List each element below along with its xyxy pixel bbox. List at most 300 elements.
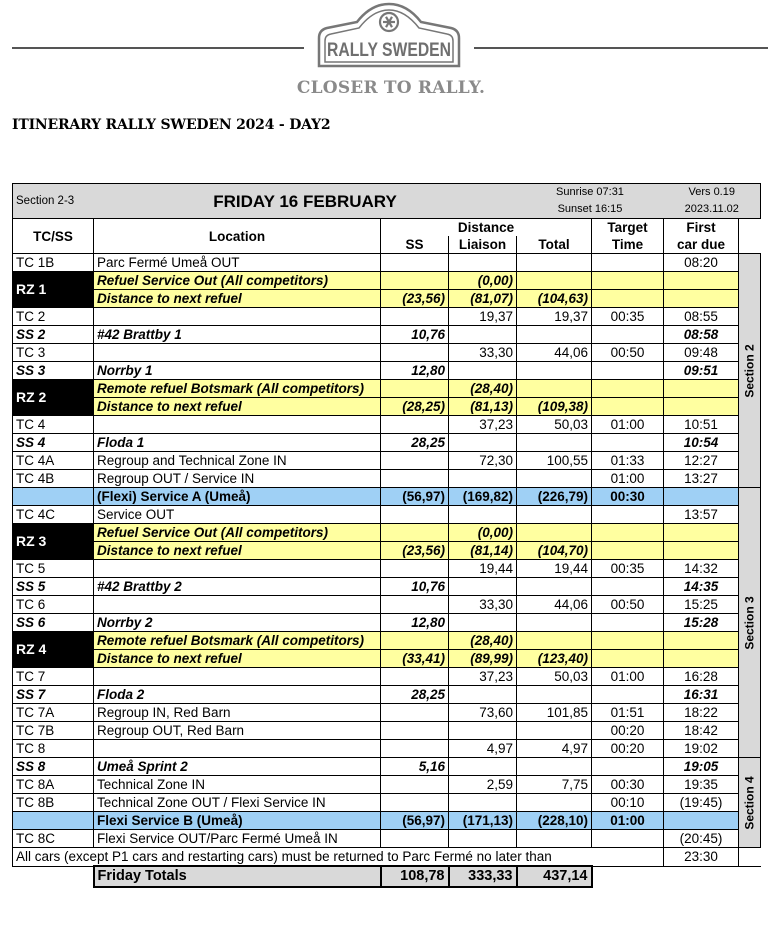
first-car-due: 18:22 [664,704,739,722]
table-row [13,470,761,488]
liaison-distance [449,326,517,344]
target-time [592,578,664,596]
total-distance [517,686,592,704]
rally-sweden-logo [313,2,465,68]
location [94,560,381,578]
total-distance: 44,06 [517,596,592,614]
location [94,596,381,614]
stage-code: TC 7 [13,668,94,686]
total-distance: 44,06 [517,344,592,362]
table-row [13,668,761,686]
liaison-distance: 73,60 [449,704,517,722]
target-time: 00:35 [592,560,664,578]
stage-code: TC 4B [13,470,94,488]
col-liaison: Liaison [449,236,517,254]
total-distance [517,254,592,272]
table-row [13,506,761,524]
location: Distance to next refuel [94,650,381,668]
target-time [592,398,664,416]
rz-code: RZ 3 [13,524,94,560]
location: #42 Brattby 1 [94,326,381,344]
location: Floda 2 [94,686,381,704]
ss-distance [381,380,449,398]
total-distance: 50,03 [517,668,592,686]
section-label-text: Section 3 [742,595,756,650]
ss-distance [381,560,449,578]
total-distance [517,578,592,596]
sun-times [517,184,664,219]
first-car-due: 15:28 [664,614,739,632]
total-distance: (104,70) [517,542,592,560]
ss-distance [381,668,449,686]
first-car-due [664,272,739,290]
first-car-due: 10:54 [664,434,739,452]
table-row [13,686,761,704]
location: #42 Brattby 2 [94,578,381,596]
ss-distance: (28,25) [381,398,449,416]
liaison-distance: (89,99) [449,650,517,668]
stage-code: TC 2 [13,308,94,326]
location: Regroup IN, Red Barn [94,704,381,722]
note-row [13,848,761,867]
first-car-due: 08:58 [664,326,739,344]
ss-distance: 12,80 [381,362,449,380]
first-car-due: 12:27 [664,452,739,470]
title-row [13,184,761,219]
target-time: 01:00 [592,416,664,434]
table-row [13,416,761,434]
total-distance [517,614,592,632]
location: Flexi Service B (Umeå) [94,812,381,830]
stage-code: SS 2 [13,326,94,344]
day-title: FRIDAY 16 FEBRUARY [94,184,517,219]
first-car-due: 19:02 [664,740,739,758]
table-row [13,560,761,578]
first-car-due: 19:35 [664,776,739,794]
liaison-distance [449,506,517,524]
first-car-due [664,380,739,398]
stage-code: SS 7 [13,686,94,704]
liaison-distance [449,254,517,272]
column-header-row [13,219,761,237]
ss-distance [381,740,449,758]
total-distance: (109,38) [517,398,592,416]
total-distance [517,722,592,740]
total-distance [517,758,592,776]
totals-label: Friday Totals [94,866,381,887]
col-first-2: car due [664,236,739,254]
deadline-time: 23:30 [664,848,739,867]
first-car-due: (20:45) [664,830,739,848]
table-row [13,812,761,830]
ss-distance [381,524,449,542]
liaison-distance: 37,23 [449,416,517,434]
location: Technical Zone IN [94,776,381,794]
location [94,308,381,326]
liaison-distance [449,362,517,380]
ss-distance [381,344,449,362]
table-row [13,632,761,650]
table-row [13,578,761,596]
totals-liaison: 333,33 [449,866,517,887]
liaison-distance: 33,30 [449,596,517,614]
ss-distance [381,632,449,650]
location [94,668,381,686]
table-row [13,344,761,362]
liaison-distance [449,470,517,488]
section-label [739,254,761,488]
stage-code: SS 3 [13,362,94,380]
ss-distance: (56,97) [381,488,449,506]
ss-distance: 10,76 [381,578,449,596]
stage-code [13,812,94,830]
total-distance [517,470,592,488]
liaison-distance [449,578,517,596]
target-time [592,290,664,308]
first-car-due: 19:05 [664,758,739,776]
table-row [13,830,761,848]
spacer [739,848,761,867]
target-time [592,830,664,848]
itinerary-table [12,183,761,888]
liaison-distance: (28,40) [449,380,517,398]
location: Flexi Service OUT/Parc Fermé Umeå IN [94,830,381,848]
location: Regroup OUT / Service IN [94,470,381,488]
col-target-2: Time [592,236,664,254]
first-car-due: 08:55 [664,308,739,326]
first-car-due: 15:25 [664,596,739,614]
header-rule-right [474,47,768,49]
table-row [13,290,761,308]
stage-code: SS 6 [13,614,94,632]
table-row [13,398,761,416]
table-row [13,542,761,560]
location: Regroup and Technical Zone IN [94,452,381,470]
col-target-1: Target [592,219,664,237]
total-distance [517,794,592,812]
table-row [13,722,761,740]
location: (Flexi) Service A (Umeå) [94,488,381,506]
header-rule-left [12,47,304,49]
ss-distance: 10,76 [381,326,449,344]
ss-distance [381,722,449,740]
first-car-due: 09:48 [664,344,739,362]
stage-code: TC 4A [13,452,94,470]
total-distance: 101,85 [517,704,592,722]
ss-distance [381,830,449,848]
col-total: Total [517,236,592,254]
section-label-text: Section 2 [742,343,756,398]
stage-code: TC 4C [13,506,94,524]
target-time [592,434,664,452]
target-time [592,542,664,560]
target-time: 00:30 [592,776,664,794]
version-info [664,184,761,219]
target-time: 01:00 [592,812,664,830]
totals-ss: 108,78 [381,866,449,887]
first-car-due [664,488,739,506]
first-car-due: 18:42 [664,722,739,740]
location: Distance to next refuel [94,398,381,416]
stage-code: TC 1B [13,254,94,272]
first-car-due: 09:51 [664,362,739,380]
col-first-1: First [664,219,739,237]
totals-row [13,866,761,887]
section-label [739,488,761,758]
total-distance [517,380,592,398]
first-car-due [664,524,739,542]
total-distance [517,830,592,848]
table-row [13,794,761,812]
table-row [13,704,761,722]
stage-code: TC 7B [13,722,94,740]
ss-distance: 28,25 [381,434,449,452]
col-tcss: TC/SS [13,219,94,254]
totals-total: 437,14 [517,866,592,887]
location [94,740,381,758]
liaison-distance: 19,44 [449,560,517,578]
stage-code: TC 3 [13,344,94,362]
ss-distance: (33,41) [381,650,449,668]
target-time [592,272,664,290]
table-row [13,758,761,776]
ss-distance [381,254,449,272]
liaison-distance: (169,82) [449,488,517,506]
version-date: 2023.11.02 [684,203,739,215]
location: Umeå Sprint 2 [94,758,381,776]
liaison-distance: (81,07) [449,290,517,308]
stage-code: TC 4 [13,416,94,434]
ss-distance: 28,25 [381,686,449,704]
liaison-distance: 37,23 [449,668,517,686]
ss-distance [381,506,449,524]
stage-code: TC 5 [13,560,94,578]
target-time [592,632,664,650]
ss-distance: (56,97) [381,812,449,830]
stage-code: TC 8 [13,740,94,758]
liaison-distance: 72,30 [449,452,517,470]
liaison-distance: (81,14) [449,542,517,560]
liaison-distance: 4,97 [449,740,517,758]
location: Refuel Service Out (All competitors) [94,272,381,290]
first-car-due: (19:45) [664,794,739,812]
liaison-distance: 33,30 [449,344,517,362]
liaison-distance [449,614,517,632]
stage-code: SS 4 [13,434,94,452]
first-car-due: 08:20 [664,254,739,272]
location: Distance to next refuel [94,290,381,308]
target-time [592,650,664,668]
liaison-distance [449,830,517,848]
location: Floda 1 [94,434,381,452]
table-row [13,776,761,794]
target-time: 00:20 [592,722,664,740]
liaison-distance [449,722,517,740]
total-distance [517,632,592,650]
ss-distance [381,308,449,326]
first-car-due: 14:32 [664,560,739,578]
target-time [592,380,664,398]
sunrise: Sunrise 07:31 [556,186,624,198]
ss-distance: 12,80 [381,614,449,632]
table-row [13,488,761,506]
location [94,416,381,434]
ss-distance [381,704,449,722]
table-row [13,650,761,668]
table-row [13,326,761,344]
table-row [13,596,761,614]
table-row [13,272,761,290]
total-distance: (104,63) [517,290,592,308]
spacer [13,866,94,887]
stage-code: TC 6 [13,596,94,614]
ss-distance: (23,56) [381,290,449,308]
location: Technical Zone OUT / Flexi Service IN [94,794,381,812]
first-car-due [664,650,739,668]
location: Parc Fermé Umeå OUT [94,254,381,272]
first-car-due: 13:27 [664,470,739,488]
rz-code: RZ 2 [13,380,94,416]
tagline: CLOSER TO RALLY. [296,78,486,98]
table-row [13,434,761,452]
ss-distance [381,272,449,290]
stage-code: TC 8C [13,830,94,848]
first-car-due [664,812,739,830]
ss-distance [381,416,449,434]
location: Norrby 2 [94,614,381,632]
location [94,344,381,362]
location: Remote refuel Botsmark (All competitors) [94,380,381,398]
location: Distance to next refuel [94,542,381,560]
total-distance: 4,97 [517,740,592,758]
col-distance: Distance [381,219,592,237]
total-distance: (123,40) [517,650,592,668]
liaison-distance [449,794,517,812]
target-time: 01:00 [592,668,664,686]
page-title: ITINERARY RALLY SWEDEN 2024 - DAY2 [12,117,331,133]
liaison-distance: (0,00) [449,272,517,290]
table-row [13,614,761,632]
table-row [13,362,761,380]
total-distance [517,506,592,524]
first-car-due: 16:28 [664,668,739,686]
liaison-distance: 2,59 [449,776,517,794]
ss-distance: 5,16 [381,758,449,776]
target-time [592,614,664,632]
section-range: Section 2-3 [13,184,94,219]
location: Regroup OUT, Red Barn [94,722,381,740]
target-time: 00:35 [592,308,664,326]
stage-code: SS 5 [13,578,94,596]
sunset: Sunset 16:15 [557,203,623,215]
total-distance [517,524,592,542]
ss-distance [381,794,449,812]
ss-distance [381,596,449,614]
table-row [13,740,761,758]
version: Vers 0.19 [688,186,735,198]
location: Norrby 1 [94,362,381,380]
section-label-text: Section 4 [742,775,756,830]
stage-code: TC 8A [13,776,94,794]
total-distance: (226,79) [517,488,592,506]
liaison-distance [449,686,517,704]
first-car-due: 10:51 [664,416,739,434]
total-distance [517,326,592,344]
col-ss: SS [381,236,449,254]
liaison-distance: (0,00) [449,524,517,542]
target-time [592,686,664,704]
first-car-due: 13:57 [664,506,739,524]
location: Refuel Service Out (All competitors) [94,524,381,542]
liaison-distance: (28,40) [449,632,517,650]
stage-code [13,488,94,506]
target-time [592,758,664,776]
section-label [739,758,761,848]
total-distance: 19,37 [517,308,592,326]
location: Remote refuel Botsmark (All competitors) [94,632,381,650]
table-row [13,452,761,470]
table-row [13,308,761,326]
ss-distance: (23,56) [381,542,449,560]
ss-distance [381,470,449,488]
liaison-distance: (81,13) [449,398,517,416]
target-time [592,506,664,524]
logo-text: RALLY SWEDEN [327,40,451,61]
liaison-distance: 19,37 [449,308,517,326]
col-location: Location [94,219,381,254]
rz-code: RZ 4 [13,632,94,668]
total-distance [517,272,592,290]
total-distance: 50,03 [517,416,592,434]
ss-distance [381,776,449,794]
target-time [592,524,664,542]
spacer [592,866,761,887]
stage-code: TC 8B [13,794,94,812]
target-time [592,362,664,380]
stage-code: TC 7A [13,704,94,722]
target-time [592,254,664,272]
table-row [13,254,761,272]
deadline-note: All cars (except P1 cars and restarting cars) must be returned to Parc Fermé no later than [13,848,664,867]
first-car-due [664,290,739,308]
liaison-distance: (171,13) [449,812,517,830]
first-car-due [664,632,739,650]
rz-code: RZ 1 [13,272,94,308]
target-time: 00:50 [592,344,664,362]
target-time: 00:30 [592,488,664,506]
liaison-distance [449,434,517,452]
target-time: 01:33 [592,452,664,470]
total-distance: (228,10) [517,812,592,830]
target-time [592,326,664,344]
total-distance: 19,44 [517,560,592,578]
first-car-due: 14:35 [664,578,739,596]
total-distance: 100,55 [517,452,592,470]
stage-code: SS 8 [13,758,94,776]
ss-distance [381,452,449,470]
total-distance: 7,75 [517,776,592,794]
target-time: 00:50 [592,596,664,614]
first-car-due [664,398,739,416]
liaison-distance [449,758,517,776]
target-time: 00:20 [592,740,664,758]
target-time: 01:51 [592,704,664,722]
table-row [13,524,761,542]
table-row [13,380,761,398]
location: Service OUT [94,506,381,524]
total-distance [517,362,592,380]
target-time: 01:00 [592,470,664,488]
